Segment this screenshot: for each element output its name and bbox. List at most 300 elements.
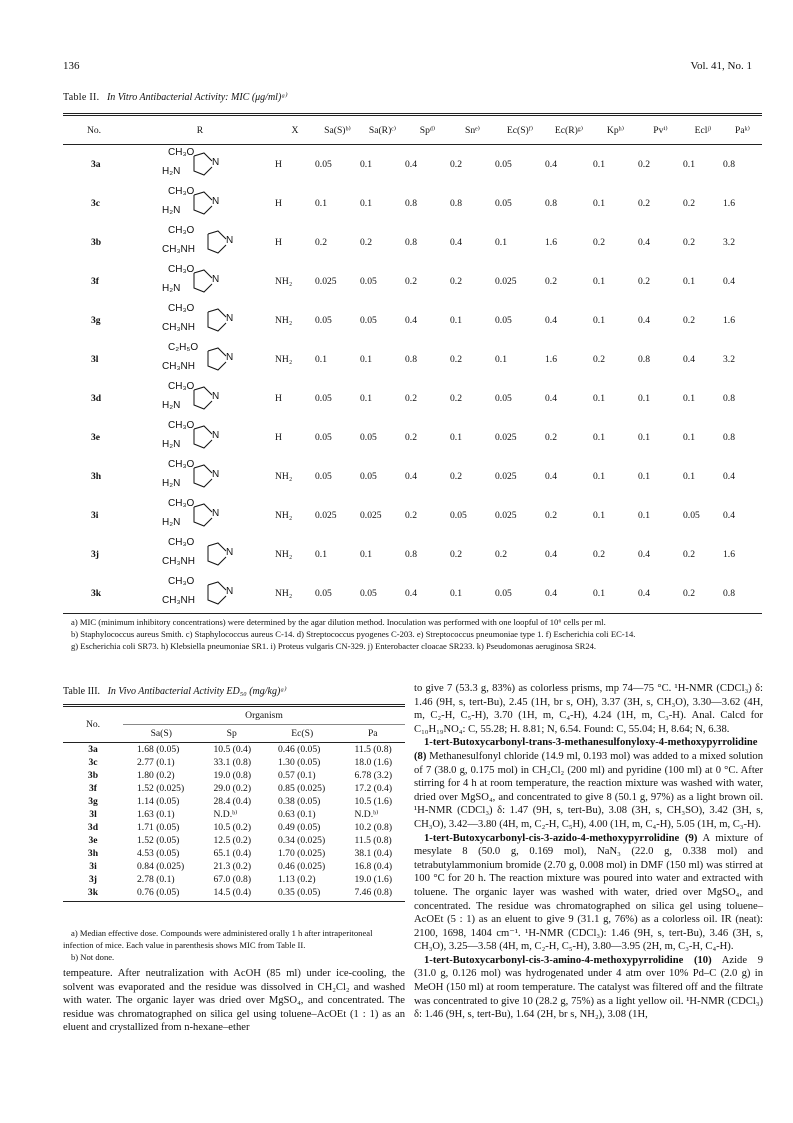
mic-value: 0.1 bbox=[315, 198, 327, 209]
mic-value: 0.2 bbox=[683, 574, 723, 614]
x-substituent: NH₂ bbox=[275, 510, 293, 521]
mic-value: 0.05 bbox=[315, 432, 332, 443]
table2-row bbox=[63, 379, 762, 418]
r-substituent-bottom: H₂N bbox=[162, 204, 181, 216]
mic-value: 0.1 bbox=[315, 549, 327, 560]
compound-number: 3a bbox=[91, 159, 101, 170]
r-substituent-bottom: CH₃NH bbox=[162, 360, 195, 372]
r-substituent-top: C₂H₅O bbox=[168, 341, 199, 353]
mic-value: 0.1 bbox=[360, 159, 372, 170]
mic-value: 0.1 bbox=[593, 471, 605, 482]
x-substituent: NH₂ bbox=[275, 276, 293, 287]
table3 bbox=[63, 704, 405, 902]
ed50-value: 16.8 (0.4) bbox=[354, 861, 393, 872]
mic-value: 0.1 bbox=[638, 393, 650, 404]
compound-8-body: Methanesulfonyl chloride (14.9 ml, 0.193 mol) was added to a mixed solution of 7 (38.0 g, 0.175 mol) in CH₂Cl₂ (200 ml) and pyridine (100 ml) at 0 °C. After stirring for 4 h at room temperature, the reaction mixture was washed with water, dried over MgSO₄, and concentrated to give 8 (50.1 g, 97%) as a light brown oil. ¹H-NMR (CDCl₃) δ: 1.47 (9H, s, tert-Bu), 3.08 (3H, s, CH₃SO), 3.42 (3H, s, CH₃O), 3.42—3.80 (4H, m, C₂-H, C₅H), 4.00 (1H, m, C₄-H), 5.05 (1H, m, C₃-H). bbox=[414, 750, 763, 830]
r-structure-cell bbox=[125, 574, 275, 614]
mic-value: 0.4 bbox=[545, 549, 557, 560]
r-structure-cell bbox=[125, 301, 275, 340]
ring-nitrogen: N bbox=[212, 468, 220, 480]
ed50-value: 19.0 (0.8) bbox=[213, 770, 252, 781]
left-column-text bbox=[63, 967, 405, 1035]
mic-value: 0.2 bbox=[545, 510, 557, 521]
r-substituent-bottom: H₂N bbox=[162, 516, 181, 528]
table2-row bbox=[63, 535, 762, 574]
mic-value: 0.8 bbox=[723, 432, 735, 443]
ed50-value: 4.53 (0.05) bbox=[137, 848, 180, 859]
r-substituent-top: CH₃O bbox=[168, 536, 195, 548]
mic-value: 0.05 bbox=[450, 510, 467, 521]
table2-col-header: Sa(R)ᶜ⁾ bbox=[360, 115, 405, 145]
mic-value: 0.05 bbox=[495, 159, 512, 170]
table2-caption-title: In Vitro Antibacterial Activity: MIC (μg/ml)ᵃ⁾ bbox=[106, 92, 288, 103]
ed50-value: 0.49 (0.05) bbox=[277, 822, 321, 833]
compound-number: 3i bbox=[91, 510, 99, 521]
mic-value: 0.05 bbox=[315, 393, 332, 404]
mic-value: 0.1 bbox=[683, 471, 695, 482]
table3-row bbox=[63, 821, 405, 834]
ring-nitrogen: N bbox=[226, 234, 234, 246]
ring-nitrogen: N bbox=[226, 351, 234, 363]
compound-number: 3a bbox=[88, 744, 98, 755]
x-substituent: H bbox=[275, 237, 282, 248]
mic-value: 0.1 bbox=[360, 393, 372, 404]
ed50-value: 33.1 (0.8) bbox=[213, 757, 252, 768]
table2-col-header: Paᵏ⁾ bbox=[723, 115, 762, 145]
mic-value: 0.4 bbox=[683, 354, 695, 365]
compound-number: 3h bbox=[87, 848, 99, 859]
mic-value: 0.1 bbox=[593, 159, 605, 170]
table3-col-header: Pa bbox=[340, 725, 405, 743]
mic-value: 0.4 bbox=[638, 574, 683, 614]
mic-value: 1.6 bbox=[545, 354, 557, 365]
ed50-value: 1.52 (0.025) bbox=[137, 783, 185, 794]
mic-value: 1.6 bbox=[723, 198, 735, 209]
table3-row bbox=[63, 860, 405, 873]
mic-value: 0.8 bbox=[405, 549, 417, 560]
ed50-value: 21.3 (0.2) bbox=[213, 861, 252, 872]
mic-value: 0.1 bbox=[360, 354, 372, 365]
mic-value: 0.1 bbox=[593, 198, 605, 209]
compound-number: 3c bbox=[91, 198, 101, 209]
r-substituent-top: CH₃O bbox=[168, 263, 195, 275]
compound-number: 3g bbox=[88, 796, 98, 807]
table2-row bbox=[63, 301, 762, 340]
table2-caption bbox=[63, 92, 288, 103]
table3-row bbox=[63, 886, 405, 902]
r-substituent-top: CH₃O bbox=[168, 302, 195, 314]
table3-header-row-1 bbox=[63, 706, 405, 725]
ed50-value: 12.5 (0.2) bbox=[213, 835, 252, 846]
ring-nitrogen: N bbox=[212, 156, 220, 168]
mic-value: 0.1 bbox=[683, 393, 695, 404]
mic-value: 0.025 bbox=[315, 276, 337, 287]
mic-value: 0.05 bbox=[495, 574, 545, 614]
compound-number: 3j bbox=[89, 874, 97, 885]
r-substituent-top: CH₃O bbox=[168, 575, 195, 587]
mic-value: 0.1 bbox=[360, 198, 372, 209]
pyrrolidine-structure bbox=[160, 264, 240, 300]
r-substituent-bottom: H₂N bbox=[162, 399, 181, 411]
mic-value: 0.4 bbox=[545, 159, 557, 170]
mic-value: 0.05 bbox=[360, 315, 377, 326]
right-paragraph-1: to give 7 (53.3 g, 83%) as colorless prisms, mp 74—75 °C. ¹H-NMR (CDCl₃) δ: 1.46 (9H, s, tert-Bu), 2.45 (1H, br s, OH), 3.37 (3H, s, CH₃O), 3.30—3.62 (4H, m, C₂-H, C₅-H), 3.70 (1H, m, C₄-H), 4.24 (1H, m, C₃-H). Anal. Calcd for C₁₀H₁₉NO₄: C, 55.28; H. 8.81; N, 6.54. Found: C, 55.04; H, 8.64; N, 6.38. bbox=[414, 683, 763, 735]
mic-value: 0.2 bbox=[405, 510, 417, 521]
table2-col-header: R bbox=[125, 115, 275, 145]
r-structure-cell bbox=[125, 145, 275, 185]
pyrrolidine-structure bbox=[160, 186, 240, 222]
r-substituent-bottom: CH₃NH bbox=[162, 243, 195, 255]
ed50-value: 67.0 (0.8) bbox=[213, 874, 252, 885]
ed50-value: 14.5 (0.4) bbox=[199, 886, 264, 902]
ed50-value: 11.5 (0.8) bbox=[354, 744, 392, 755]
pyrrolidine-structure bbox=[160, 420, 240, 456]
ring-nitrogen: N bbox=[226, 312, 234, 324]
ed50-value: 1.52 (0.05) bbox=[137, 835, 180, 846]
ed50-value: 0.57 (0.1) bbox=[277, 770, 316, 781]
r-substituent-top: CH₃O bbox=[168, 185, 195, 197]
mic-value: 0.2 bbox=[638, 159, 650, 170]
compound-number: 3f bbox=[91, 276, 99, 287]
compound-number: 3d bbox=[87, 822, 99, 833]
ed50-value: 1.13 (0.2) bbox=[277, 874, 316, 885]
pyrrolidine-structure bbox=[160, 147, 240, 183]
ed50-value: 28.4 (0.4) bbox=[213, 796, 252, 807]
mic-value: 0.05 bbox=[360, 432, 377, 443]
compound-8-title: 1-tert-Butoxycarbonyl-trans-3-methanesulfonyloxy-4-methoxypyrrolidine (8) bbox=[414, 737, 758, 762]
table3-no-header: No. bbox=[63, 706, 123, 743]
ed50-value: 0.46 (0.025) bbox=[277, 861, 326, 872]
mic-value: 0.4 bbox=[450, 237, 462, 248]
compound-10-body: Azide 9 (31.0 g, 0.126 mol) was hydrogenated under 4 atm over 10% Pd–C (2.0 g) in MeOH (150 ml) at room temperature. The catalyst was filtered off and the filtrate was concentrated to give 10 (28.2 g, 75%) as a light yellow oil. ¹H-NMR (CDCl₃) δ: 1.46 (9H, s, tert-Bu), 1.64 (2H, br s, NH₂), 3.08 (1H, bbox=[414, 954, 763, 1021]
right-column-text bbox=[414, 682, 763, 1022]
ed50-value: 2.77 (0.1) bbox=[137, 757, 175, 768]
mic-value: 0.05 bbox=[315, 574, 360, 614]
mic-value: 0.2 bbox=[593, 549, 605, 560]
r-substituent-top: CH₃O bbox=[168, 458, 195, 470]
mic-value: 0.4 bbox=[405, 159, 417, 170]
mic-value: 0.2 bbox=[450, 471, 462, 482]
mic-value: 0.4 bbox=[545, 471, 557, 482]
table3-row bbox=[63, 834, 405, 847]
table3-row bbox=[63, 847, 405, 860]
mic-value: 0.4 bbox=[638, 549, 650, 560]
mic-value: 0.1 bbox=[683, 432, 695, 443]
mic-value: 0.1 bbox=[450, 574, 495, 614]
ed50-value: 1.14 (0.05) bbox=[137, 796, 180, 807]
pyrrolidine-structure bbox=[160, 459, 240, 495]
table2-header-row bbox=[63, 115, 762, 145]
x-substituent: NH₂ bbox=[275, 471, 293, 482]
compound-number: 3i bbox=[89, 861, 97, 872]
mic-value: 0.025 bbox=[495, 471, 517, 482]
right-paragraph-4 bbox=[414, 954, 763, 1022]
mic-value: 0.1 bbox=[638, 510, 650, 521]
ed50-value: 1.30 (0.05) bbox=[277, 757, 321, 768]
r-substituent-bottom: H₂N bbox=[162, 438, 181, 450]
left-paragraph: tempeature. After neutralization with AcOH (85 ml) under ice-cooling, the solvent was evaporated and the residue was dissolved in CH₂Cl₂ and washed with water. The organic layer was dried over MgSO₄, and concentrated. The residue was chromatographed on silica gel using toluene–AcOEt (1 : 1) as an eluent and crystallized from n-hexane–ether bbox=[63, 968, 405, 1034]
ed50-value: 0.84 (0.025) bbox=[137, 861, 185, 872]
r-substituent-bottom: H₂N bbox=[162, 165, 181, 177]
mic-value: 0.1 bbox=[638, 432, 650, 443]
mic-value: 0.025 bbox=[315, 510, 337, 521]
ring-nitrogen: N bbox=[226, 546, 234, 558]
r-structure-cell bbox=[125, 496, 275, 535]
table3-group-header: Organism bbox=[123, 706, 405, 725]
ed50-value: 19.0 (1.6) bbox=[354, 874, 393, 885]
pyrrolidine-structure bbox=[160, 225, 240, 261]
table2-col-header: No. bbox=[63, 115, 125, 145]
mic-value: 0.8 bbox=[723, 159, 735, 170]
r-structure-cell bbox=[125, 535, 275, 574]
ed50-value: 65.1 (0.4) bbox=[213, 848, 252, 859]
ring-nitrogen: N bbox=[212, 390, 220, 402]
table2-col-header: Kpʰ⁾ bbox=[593, 115, 638, 145]
ed50-value: 10.5 (1.6) bbox=[354, 796, 393, 807]
mic-value: 0.2 bbox=[360, 237, 372, 248]
mic-value: 0.1 bbox=[683, 159, 695, 170]
r-substituent-bottom: H₂N bbox=[162, 477, 181, 489]
compound-number: 3h bbox=[91, 471, 102, 482]
compound-9-body: A mixture of mesylate 8 (50.0 g, 0.169 mol), NaN₃ (22.0 g, 0.338 mol) and tetrabutylammonium bromide (2.70 g, 0.008 mol) in DMF (150 ml) was stirred at 100 °C for 20 h. The reaction mixture was poured into water and extracted with toluene. The organic layer was washed with water, dried over MgSO₄, and concentrated. The residue was chromatographed on silica gel using toluene–AcOEt (5 : 1) as an eluent to give 9 (31.1 g, 76%) as a colorless oil. IR (neat): 2100, 1698, 1404 cm⁻¹. ¹H-NMR (CDCl₃): 1.46 (9H, s, tert-Bu), 3.46 (3H, s, CH₃O), 3.25—3.58 (4H, m, C₂-H, C₅-H), 3.80—3.95 (2H, m, C₃-H, C₄-H). bbox=[414, 832, 763, 953]
mic-value: 0.4 bbox=[723, 276, 735, 287]
mic-value: 0.4 bbox=[638, 315, 650, 326]
table2-col-header: Ec(R)ᵍ⁾ bbox=[545, 115, 593, 145]
mic-value: 0.4 bbox=[545, 574, 593, 614]
mic-value: 0.05 bbox=[495, 393, 512, 404]
table2-row bbox=[63, 184, 762, 223]
mic-value: 0.2 bbox=[450, 549, 462, 560]
table2-body bbox=[63, 145, 762, 614]
mic-value: 0.8 bbox=[638, 354, 650, 365]
compound-number: 3l bbox=[89, 809, 97, 820]
ed50-value: 0.85 (0.025) bbox=[277, 783, 326, 794]
mic-value: 0.05 bbox=[495, 198, 512, 209]
mic-value: 0.025 bbox=[495, 276, 517, 287]
ed50-value: 10.5 (0.2) bbox=[213, 822, 252, 833]
compound-number: 3b bbox=[87, 770, 99, 781]
mic-value: 0.8 bbox=[723, 393, 735, 404]
table3-col-header: Sp bbox=[199, 725, 264, 743]
table3-body bbox=[63, 743, 405, 902]
compound-number: 3d bbox=[91, 393, 102, 404]
mic-value: 0.1 bbox=[495, 237, 507, 248]
right-paragraph-2 bbox=[414, 736, 763, 831]
mic-value: 0.4 bbox=[723, 471, 735, 482]
compound-number: 3f bbox=[89, 783, 97, 794]
table2-row bbox=[63, 496, 762, 535]
right-paragraph-3 bbox=[414, 832, 763, 954]
mic-value: 1.6 bbox=[723, 315, 735, 326]
mic-value: 0.8 bbox=[450, 198, 462, 209]
ed50-value: 1.80 (0.2) bbox=[137, 770, 175, 781]
table3-row bbox=[63, 808, 405, 821]
pyrrolidine-structure bbox=[160, 381, 240, 417]
r-substituent-top: CH₃O bbox=[168, 146, 195, 158]
mic-value: 0.2 bbox=[545, 276, 557, 287]
table3-row bbox=[63, 873, 405, 886]
mic-value: 0.2 bbox=[450, 354, 462, 365]
mic-value: 0.05 bbox=[360, 276, 377, 287]
table3-col-header: Ec(S) bbox=[264, 725, 340, 743]
mic-value: 0.1 bbox=[315, 354, 327, 365]
mic-value: 0.05 bbox=[315, 471, 332, 482]
mic-value: 0.05 bbox=[683, 510, 700, 521]
r-substituent-top: CH₃O bbox=[168, 497, 195, 509]
pyrrolidine-structure bbox=[160, 576, 240, 612]
mic-value: 0.8 bbox=[405, 354, 417, 365]
r-structure-cell bbox=[125, 379, 275, 418]
table2-row bbox=[63, 145, 762, 185]
ed50-value: 0.76 (0.05) bbox=[123, 886, 199, 902]
mic-value: 0.05 bbox=[495, 315, 512, 326]
mic-value: 0.025 bbox=[495, 510, 517, 521]
mic-value: 0.2 bbox=[593, 237, 605, 248]
mic-value: 0.05 bbox=[315, 159, 332, 170]
table3-footnote-1: a) Median effective dose. Compounds were administered orally 1 h after intraperitoneal infection of mice. Each value in parenthesis shows MIC from Table II. bbox=[63, 928, 373, 950]
ed50-value: N.D.ᵇ⁾ bbox=[354, 809, 379, 820]
mic-value: 0.2 bbox=[315, 237, 327, 248]
mic-value: 0.1 bbox=[593, 510, 605, 521]
table2-col-header: X bbox=[275, 115, 315, 145]
mic-value: 0.2 bbox=[450, 393, 462, 404]
r-structure-cell bbox=[125, 418, 275, 457]
mic-value: 0.2 bbox=[683, 315, 695, 326]
ed50-value: 1.70 (0.025) bbox=[277, 848, 326, 859]
r-structure-cell bbox=[125, 340, 275, 379]
compound-number: 3e bbox=[88, 835, 98, 846]
mic-value: 0.4 bbox=[723, 510, 735, 521]
ed50-value: 0.35 (0.05) bbox=[264, 886, 340, 902]
ed50-value: 0.38 (0.05) bbox=[277, 796, 321, 807]
table2-row bbox=[63, 223, 762, 262]
ring-nitrogen: N bbox=[212, 429, 220, 441]
ed50-value: 1.71 (0.05) bbox=[137, 822, 180, 833]
x-substituent: NH₂ bbox=[275, 574, 315, 614]
table2-row bbox=[63, 418, 762, 457]
r-substituent-bottom: H₂N bbox=[162, 282, 181, 294]
compound-number: 3l bbox=[91, 354, 99, 365]
table3-row bbox=[63, 743, 405, 757]
compound-number: 3k bbox=[63, 574, 125, 614]
mic-value: 0.1 bbox=[593, 574, 638, 614]
r-substituent-top: CH₃O bbox=[168, 419, 195, 431]
mic-value: 0.2 bbox=[495, 549, 507, 560]
table3-caption bbox=[63, 686, 287, 697]
compound-10-title: 1-tert-Butoxycarbonyl-cis-3-amino-4-methoxypyrrolidine (10) bbox=[424, 954, 712, 966]
mic-value: 0.2 bbox=[638, 198, 650, 209]
table2-caption-label: Table II. bbox=[63, 92, 100, 103]
page-number: 136 bbox=[63, 60, 80, 72]
compound-number: 3j bbox=[91, 549, 99, 560]
pyrrolidine-structure bbox=[160, 303, 240, 339]
ed50-value: 29.0 (0.2) bbox=[213, 783, 252, 794]
mic-value: 0.1 bbox=[360, 549, 372, 560]
mic-value: 0.2 bbox=[638, 276, 650, 287]
table3-caption-title: In Vivo Antibacterial Activity ED₅₀ (mg/kg)ᵃ⁾ bbox=[107, 686, 287, 697]
table2-footnote-2: b) Staphylococcus aureus Smith. c) Staphylococcus aureus C-14. d) Streptococcus pyogenes C-203. e) Streptococcus pneumoniae type 1. f) Escherichia coli EC-14. bbox=[71, 629, 636, 639]
ed50-value: 1.63 (0.1) bbox=[137, 809, 175, 820]
mic-value: 3.2 bbox=[723, 354, 735, 365]
mic-value: 0.05 bbox=[315, 315, 332, 326]
mic-value: 0.8 bbox=[405, 198, 417, 209]
mic-value: 0.2 bbox=[683, 237, 695, 248]
x-substituent: H bbox=[275, 198, 282, 209]
table3-row bbox=[63, 782, 405, 795]
r-substituent-bottom: CH₃NH bbox=[162, 555, 195, 567]
mic-value: 0.1 bbox=[450, 315, 462, 326]
table2-col-header: Pvⁱ⁾ bbox=[638, 115, 683, 145]
mic-value: 0.1 bbox=[495, 354, 507, 365]
mic-value: 0.025 bbox=[495, 432, 517, 443]
mic-value: 0.2 bbox=[405, 393, 417, 404]
mic-value: 0.4 bbox=[405, 574, 450, 614]
ed50-value: 2.78 (0.1) bbox=[137, 874, 175, 885]
mic-value: 0.1 bbox=[593, 432, 605, 443]
mic-value: 0.2 bbox=[593, 354, 605, 365]
table3-footnote bbox=[63, 927, 405, 963]
x-substituent: H bbox=[275, 159, 282, 170]
ring-nitrogen: N bbox=[212, 195, 220, 207]
compound-number: 3c bbox=[88, 757, 98, 768]
mic-value: 0.2 bbox=[450, 276, 462, 287]
pyrrolidine-structure bbox=[160, 342, 240, 378]
mic-value: 0.8 bbox=[545, 198, 557, 209]
r-structure-cell bbox=[125, 457, 275, 496]
r-substituent-top: CH₃O bbox=[168, 380, 195, 392]
r-structure-cell bbox=[125, 262, 275, 301]
ed50-value: 10.2 (0.8) bbox=[354, 822, 393, 833]
ed50-value: 0.34 (0.025) bbox=[277, 835, 326, 846]
mic-value: 0.05 bbox=[360, 574, 405, 614]
r-substituent-top: CH₃O bbox=[168, 224, 195, 236]
ed50-value: 1.68 (0.05) bbox=[137, 744, 180, 755]
ring-nitrogen: N bbox=[212, 507, 220, 519]
table2-row bbox=[63, 574, 762, 614]
mic-value: 1.6 bbox=[545, 237, 557, 248]
mic-value: 0.2 bbox=[683, 198, 695, 209]
mic-value: 0.4 bbox=[638, 237, 650, 248]
mic-value: 1.6 bbox=[723, 549, 735, 560]
table2-col-header: Eclʲ⁾ bbox=[683, 115, 723, 145]
mic-value: 0.2 bbox=[405, 432, 417, 443]
mic-value: 0.2 bbox=[405, 276, 417, 287]
table3-row bbox=[63, 795, 405, 808]
mic-value: 0.1 bbox=[593, 315, 605, 326]
mic-value: 0.05 bbox=[360, 471, 377, 482]
x-substituent: NH₂ bbox=[275, 315, 293, 326]
mic-value: 0.025 bbox=[360, 510, 382, 521]
table3-col-header: Sa(S) bbox=[123, 725, 199, 743]
mic-value: 0.4 bbox=[545, 315, 557, 326]
x-substituent: NH₂ bbox=[275, 354, 293, 365]
x-substituent: H bbox=[275, 432, 282, 443]
r-structure-cell bbox=[125, 223, 275, 262]
ring-nitrogen: N bbox=[212, 273, 220, 285]
compound-number: 3e bbox=[91, 432, 101, 443]
ed50-value: 0.63 (0.1) bbox=[277, 809, 316, 820]
table2-footnote-3: g) Escherichia coli SR73. h) Klebsiella pneumoniae SR1. i) Proteus vulgaris CN-329. j) Enterobacter cloacae SR233. k) Pseudomonas aeruginosa SR24. bbox=[71, 641, 597, 651]
mic-value: 0.1 bbox=[638, 471, 650, 482]
x-substituent: H bbox=[275, 393, 282, 404]
compound-9-title: 1-tert-Butoxycarbonyl-cis-3-azido-4-methoxypyrrolidine (9) bbox=[424, 832, 698, 844]
mic-value: 0.4 bbox=[405, 315, 417, 326]
r-substituent-bottom: CH₃NH bbox=[162, 594, 195, 606]
table3-row bbox=[63, 769, 405, 782]
r-substituent-bottom: CH₃NH bbox=[162, 321, 195, 333]
mic-value: 0.2 bbox=[450, 159, 462, 170]
ed50-value: 7.46 (0.8) bbox=[340, 886, 405, 902]
